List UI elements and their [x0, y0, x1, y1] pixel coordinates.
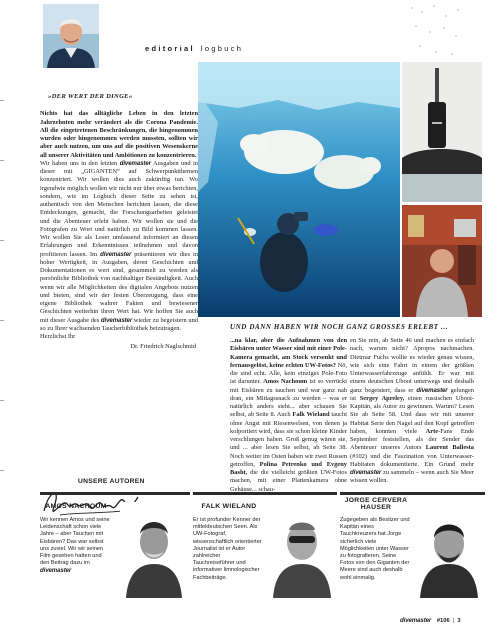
divider [40, 492, 190, 495]
submarine-photo [402, 62, 482, 202]
article-text [230, 337, 347, 494]
author-name: FALK WIELAND [201, 503, 257, 510]
author-card-amos [40, 492, 190, 627]
brand-name: divemaster [350, 469, 382, 476]
author-mention: Laurent Ballesta [425, 444, 474, 452]
article-text-part: -Fans Ende September feststellen, als der Sender das Abenteuer unseres Autors [350, 427, 474, 452]
editorial-body-part: wieder zu begeistern und so zu Ihrer wachsenden Taucherbibliothek beizutragen. [40, 316, 198, 332]
margin-tick [0, 100, 4, 101]
article-text-part: (#102) und die Faszination von Unterwasser-Habitaten dokumentierte. Ein Grund mehr [350, 452, 474, 468]
divider [340, 492, 485, 495]
article-column-1 [230, 337, 347, 494]
author-bio: Zugegeben als Besitzer und Kapitän eines Tauchkreuzers hat Jorge sicherlich viele Möglichkeiten unter Wasser zu fotografieren. Seine Fotos von den Giganten der Meere sind auch deshalb wohl einmalig. [340, 517, 410, 581]
editorial-heading: »DER WERT DER DINGE« [48, 93, 133, 100]
section-label: editorial [145, 44, 195, 53]
section-header [145, 44, 243, 53]
brand-name: divemaster [100, 316, 133, 324]
author-mention: Falk Wieland [292, 411, 330, 419]
article-column-2 [350, 337, 474, 486]
editorial-body-part: Wir haben uns in den letzten [40, 159, 118, 167]
author-portrait-photo [416, 502, 482, 598]
article-text-part: einen russischen Uboot-Kapitän, als Autor zu gewinnen. Warum? Lesen Sie ab Seite 58. Und dass wir mit unserer Habitat Serie den Nagel auf den Kopf getroffen haben, konnten viele [350, 394, 474, 435]
author-bio: Er ist profunder Kenner der mitteldeutschen Seen. Als UW-Fotograf, wissenschaftlich orientierter Journalist ist er Autor zahlreicher Tauchreiseführer und informativer limnologischer Fachbeiträge. [193, 517, 262, 581]
author-card-falk [193, 492, 337, 627]
brand-name: divemaster [416, 386, 448, 394]
margin-tick [0, 470, 4, 471]
margin-tick [0, 240, 4, 241]
editorial-closing: Herzlichst Ihr [40, 333, 76, 340]
submarine-interior-photo [402, 205, 482, 317]
article-text-part: zu sammeln – wenn auch Sie Meer wissen wollen. [350, 469, 474, 485]
brand-name: divemaster [40, 567, 72, 575]
author-bio [40, 517, 112, 576]
decorative-dots [406, 2, 466, 62]
page-footer [400, 617, 461, 624]
authors-section-heading: UNSERE AUTOREN [78, 478, 145, 485]
author-portrait-photo [269, 502, 335, 598]
author-portrait-photo [120, 502, 188, 598]
author-name: JORGE CERVERA HAUSER [344, 497, 408, 511]
signer-name: Dr. Friedrich Naglschmid [130, 343, 196, 351]
page-number: 3 [457, 618, 461, 624]
margin-tick [0, 320, 4, 321]
editorial-lead: Nichts hat das alltägliche Leben in den letzten Jahrzehnten mehr verändert als die Corona Pandemie. All die eingetretenen Beschränkungen, die hingenommen wurden oder hingenommen werden mussten, sollten wir aber auch nutzen, um uns auf die positiven Wesenskerne all unserer Aktivitäten und Ambitionen zu konzentrieren. [40, 110, 198, 159]
article-text-part: die die vielleicht größten UW-Fotos machen, mit einer Plattenkamera ohne Gehäuse... schau- [230, 469, 347, 493]
margin-tick [0, 400, 4, 401]
article-text-part: gelungen ist [350, 386, 474, 402]
author-bio-text: Wir kennen Amos und seine Leidenschaft schon viele Jahre – aber Tauchen mit Eisbären? Das war selbst uns zuviel. Wir wir seinen Film gesehen hatten und den Beitrag dazu im [40, 517, 110, 567]
brand-name: divemaster [119, 159, 151, 167]
editor-portrait-photo [43, 4, 99, 68]
article-question: ...na klar, aber die Aufnahmen von den Eisbären unter Wasser sind mit einer Pole-Kamera gemacht, am Stock versenkt und fernausgelöst, keine echten UW-Fotos? [230, 337, 347, 369]
author-mention: Sergey Apreley, [359, 394, 405, 402]
author-card-jorge [340, 492, 485, 627]
subsection-label: logbuch [200, 44, 244, 53]
author-mention: Amos Nachoum [263, 378, 308, 386]
editorial-body-part: Ausgaben und in dieser mit „GIGANTEN“ auf Schwerpunktthemen konzentriert. Wir wollen dies auch zukünftig tun. Wo irgendwie möglich wollen wir nicht nur über etwas berichten, sondern, wie im Logbuch dieser Seite zu sehen ist, authentisch von den Menschen berichten lassen, die diese Entdeckungen, gemacht, die Forschungsarbeiten geleistet und die Abenteuer erlebt haben. Wir wollen sie und die Fotografen zu Wort und natürlich zu Bild kommen lassen. Wir wollen Sie als Leser umfassend informiert an diesen Erfahrungen und Erkenntnissen teilnehmen und davon profitieren lassen. Im [40, 159, 198, 258]
article-text-part: Nö, die sind echt. Alle, kein einziges Pole-Foto ist darunter. [230, 361, 347, 386]
polar-bear-underwater-photo [198, 62, 400, 317]
margin-tick [0, 160, 4, 161]
editorial-column [40, 93, 198, 352]
photo-caption: UND DANN HABEN WIR NOCH GANZ GROSSES ERLEBT ... [230, 323, 449, 331]
footer-brand: divemaster [400, 617, 432, 624]
author-mention: Polina Petrenko und Evgeny Basht, [230, 460, 347, 476]
article-text-part: ist so verrückt mit Eisbären zu tauchen und war ganz nah dran, ein Mittagssnack zu werden – was er natürlich anders sieht... aber schauen Sie selbst, ab Seite 8. Auch [230, 378, 347, 419]
article-text-part: en Sie rein, ab Seite 46 und machen es einfach nach, warum nicht? Apropos nachmachen. Dietmar Fuchs wollte es wieder genau wissen, wie sich eine Fahrt in einem der größten Unterwasserfahrzeuge anfühlt. Er war mit einem deutschen Uboot unterwegs und deshalb ganz begeistert, dass er [350, 337, 474, 394]
editorial-body [40, 160, 198, 342]
issue-number: #106 [436, 618, 450, 624]
author-name: AMOS NACHOUM [45, 503, 107, 510]
footer-separator: | [452, 618, 455, 624]
article-text [350, 337, 474, 486]
divider [193, 492, 337, 495]
author-mention: Arte [425, 427, 439, 435]
brand-name: divemaster [100, 250, 132, 258]
editorial-body-part: präsentieren wir dies in hoher Wertigkeit, in Ausgaben, deren Geschichten und Dokumentationen es wert sind, gesammelt zu werden als persönliche Bibliothek von nachhaltiger Beständigkeit. Auch wenn wir alle Möglichkeiten des digitalen Angebots nutzen und bieten, sind wir der festen Überzeugung, dass eine eigene Bibliothek wahrer Fakten und bewiesener Geschichten weiterhin ihren Wert hat. Wir hoffen Sie auch mit dieser Ausgabe des [40, 250, 198, 324]
article-text-part: taucht ohne Angst mit Riesenwelsen, von denen ja kolportiert wird, dass sie schon kleine Kinder verschlungen haben. Groß genug wären sie, und ... aber lesen Sie selbst, ab Seite 38. Noch weiter im Osten haben wir zwei Russen getroffen, [230, 411, 347, 468]
